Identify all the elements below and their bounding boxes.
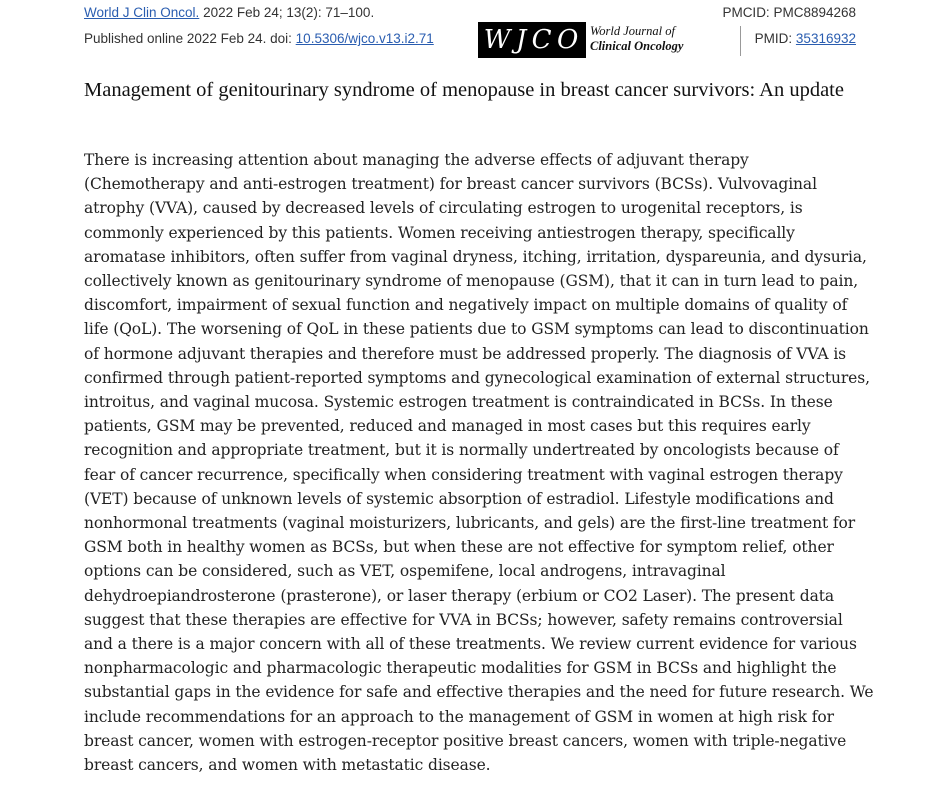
logo-letter: J: [515, 25, 529, 55]
published-text: Published online 2022 Feb 24. doi:: [84, 31, 292, 46]
logo-journal-name: [590, 24, 683, 54]
pmid-line: [755, 31, 856, 46]
citation-line: [84, 5, 374, 20]
article-title: Management of genitourinary syndrome of menopause in breast cancer survivors: An update: [84, 79, 844, 101]
abstract-text: There is increasing attention about managing the adverse effects of adjuvant therapy (Chemotherapy and anti-estrogen treatment) for breast cancer survivors (BCSs). Vulvovaginal atrophy (VVA), caused by decreased levels of circulating estrogen to urogenital receptors, is commonly experienced by this patients. Women receiving antiestrogen therapy, specifically aromatase inhibitors, often suffer from vaginal dryness, itching, irritation, dyspareunia, and dysuria, collectively known as genitourinary syndrome of menopause (GSM), that it can in turn lead to pain, discomfort, impairment of sexual function and negatively impact on multiple domains of quality of life (QoL). The worsening of QoL in these patients due to GSM symptoms can lead to discontinuation of hormone adjuvant therapies and therefore must be addressed properly. The diagnosis of VVA is confirmed through patient-reported symptoms and gynecological examination of external structures, introitus, and vaginal mucosa. Systemic estrogen treatment is contraindicated in BCSs. In these patients, GSM may be prevented, reduced and managed in most cases but this requires early recognition and appropriate treatment, but it is normally undertreated by oncologists because of fear of cancer recurrence, specifically when considering treatment with vaginal estrogen therapy (VET) because of unknown levels of systemic absorption of estradiol. Lifestyle modifications and nonhormonal treatments (vaginal moisturizers, lubricants, and gels) are the first-line treatment for GSM both in healthy women as BCSs, but when these are not effective for symptom relief, other options can be considered, such as VET, ospemifene, local androgens, intravaginal dehydroepiandrosterone (prasterone), or laser therapy (erbium or CO2 Laser). The present data suggest that these therapies are effective for VVA in BCSs; however, safety remains controversial and a there is a major concern with all of these treatments. We review current evidence for various nonpharmacologic and pharmacologic therapeutic modalities for GSM in BCSs and highlight the substantial gaps in the evidence for safe and effective therapies and the need for future research. We include recommendations for an approach to the management of GSM in women at high risk for breast cancer, women with estrogen-receptor positive breast cancers, women with triple-negative breast cancers, and women with metastatic disease.: [84, 151, 874, 775]
published-line: [84, 31, 434, 46]
pmcid: PMCID: PMC8894268: [722, 5, 856, 20]
logo-line-1: World Journal of: [590, 24, 675, 38]
logo-letter: C: [531, 25, 554, 55]
logo-mark: [478, 22, 586, 58]
citation-text: 2022 Feb 24; 13(2): 71–100.: [203, 5, 375, 20]
doi-link[interactable]: 10.5306/wjco.v13.i2.71: [295, 31, 434, 46]
logo-letter: O: [556, 25, 581, 55]
pmid-label: PMID:: [754, 31, 793, 46]
logo-line-2: Clinical Oncology: [590, 39, 684, 53]
journal-link[interactable]: World J Clin Oncol.: [84, 5, 200, 20]
logo-divider: [740, 26, 741, 56]
logo-letter: W: [483, 25, 513, 55]
pmid-link[interactable]: 35316932: [795, 31, 856, 46]
journal-logo: [478, 22, 744, 58]
